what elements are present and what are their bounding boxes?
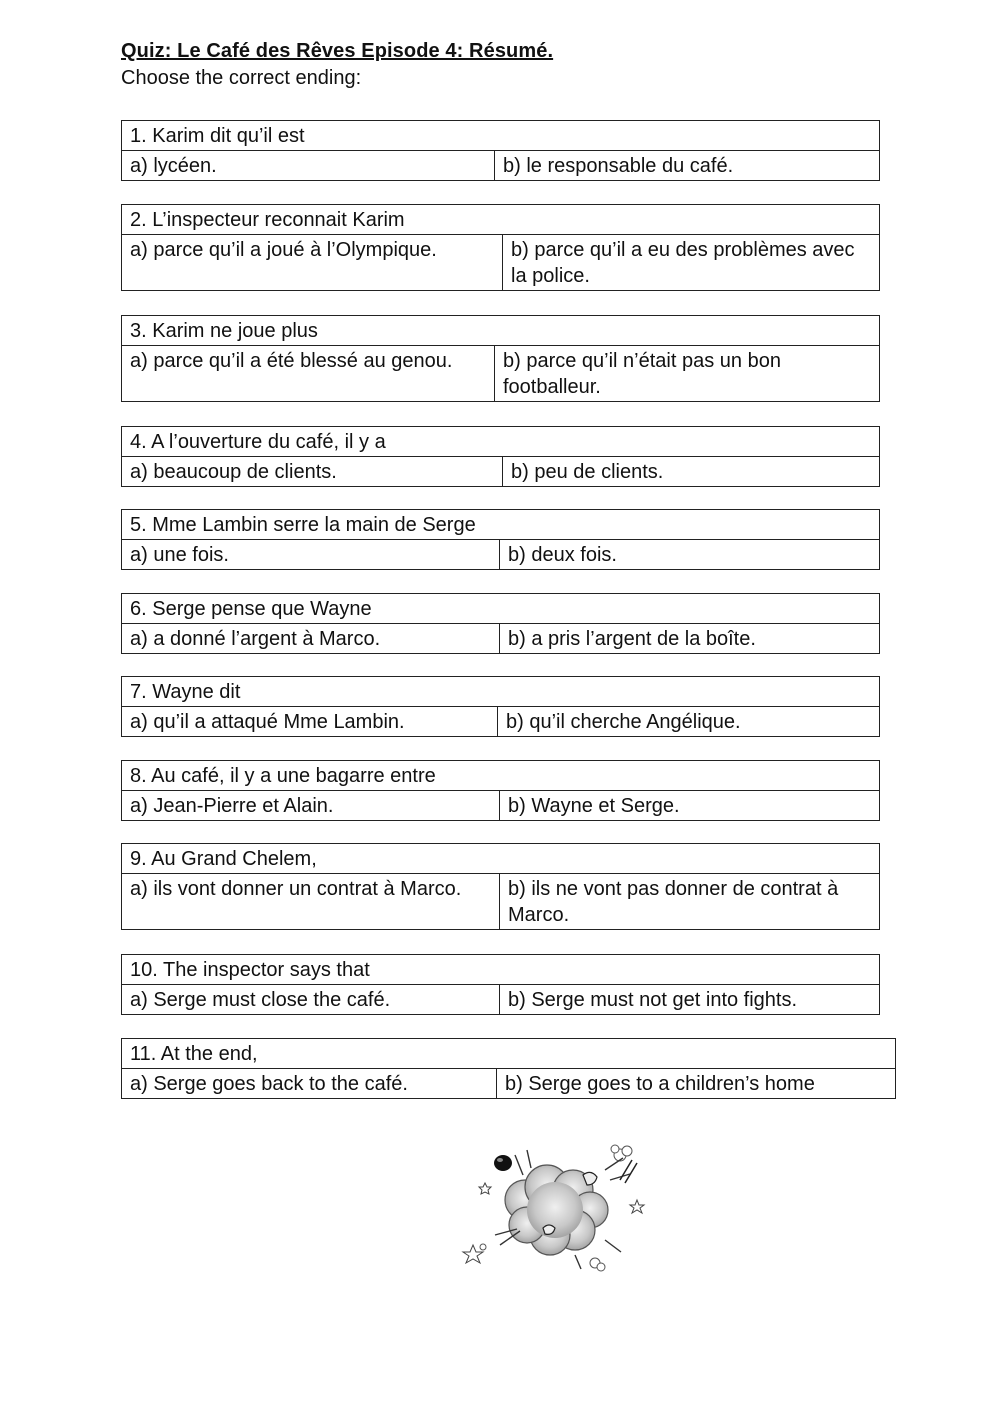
- question-table: [121, 120, 880, 181]
- option-a[interactable]: a) ils vont donner un contrat à Marco.: [122, 874, 500, 930]
- question-stem: 4. A l’ouverture du café, il y a: [122, 427, 880, 457]
- question-table: [121, 509, 880, 570]
- option-a[interactable]: a) beaucoup de clients.: [122, 457, 503, 487]
- ball-icon: [494, 1155, 512, 1171]
- option-a[interactable]: a) Serge goes back to the café.: [122, 1069, 497, 1099]
- question-table: [121, 426, 880, 487]
- question-table: [121, 676, 880, 737]
- option-b[interactable]: b) Serge goes to a children’s home: [497, 1069, 896, 1099]
- question-table: [121, 204, 880, 291]
- question-stem: 9. Au Grand Chelem,: [122, 844, 880, 874]
- question-stem: 1. Karim dit qu’il est: [122, 121, 880, 151]
- option-b[interactable]: b) peu de clients.: [503, 457, 880, 487]
- question-stem: 3. Karim ne joue plus: [122, 316, 880, 346]
- question-stem: 5. Mme Lambin serre la main de Serge: [122, 510, 880, 540]
- option-b[interactable]: b) ils ne vont pas donner de contrat à Marco.: [500, 874, 880, 930]
- option-b[interactable]: b) deux fois.: [500, 540, 880, 570]
- option-b[interactable]: b) parce qu’il a eu des problèmes avec la police.: [503, 235, 880, 291]
- option-a[interactable]: a) parce qu’il a joué à l’Olympique.: [122, 235, 503, 291]
- option-b[interactable]: b) le responsable du café.: [495, 151, 880, 181]
- question-table: [121, 315, 880, 402]
- quiz-title: Quiz: Le Café des Rêves Episode 4: Résumé.: [121, 40, 554, 62]
- option-a[interactable]: a) Jean-Pierre et Alain.: [122, 791, 500, 821]
- option-a[interactable]: a) qu’il a attaqué Mme Lambin.: [122, 707, 498, 737]
- option-a[interactable]: a) a donné l’argent à Marco.: [122, 624, 500, 654]
- question-table: [121, 1038, 896, 1099]
- option-a[interactable]: a) parce qu’il a été blessé au genou.: [122, 346, 495, 402]
- instructions: Choose the correct ending:: [121, 67, 362, 89]
- question-stem: 11. At the end,: [122, 1039, 896, 1069]
- fight-cloud-illustration: [455, 1135, 655, 1275]
- question-stem: 10. The inspector says that: [122, 955, 880, 985]
- option-b[interactable]: b) parce qu’il n’était pas un bon footballeur.: [495, 346, 880, 402]
- option-a[interactable]: a) Serge must close the café.: [122, 985, 500, 1015]
- question-stem: 6. Serge pense que Wayne: [122, 594, 880, 624]
- question-table: [121, 760, 880, 821]
- question-stem: 2. L’inspecteur reconnait Karim: [122, 205, 880, 235]
- option-a[interactable]: a) une fois.: [122, 540, 500, 570]
- question-table: [121, 593, 880, 654]
- option-b[interactable]: b) a pris l’argent de la boîte.: [500, 624, 880, 654]
- option-b[interactable]: b) Serge must not get into fights.: [500, 985, 880, 1015]
- question-stem: 7. Wayne dit: [122, 677, 880, 707]
- option-b[interactable]: b) qu’il cherche Angélique.: [498, 707, 880, 737]
- question-table: [121, 843, 880, 930]
- option-b[interactable]: b) Wayne et Serge.: [500, 791, 880, 821]
- stick-icon: [620, 1160, 637, 1183]
- option-a[interactable]: a) lycéen.: [122, 151, 495, 181]
- question-stem: 8. Au café, il y a une bagarre entre: [122, 761, 880, 791]
- question-table: [121, 954, 880, 1015]
